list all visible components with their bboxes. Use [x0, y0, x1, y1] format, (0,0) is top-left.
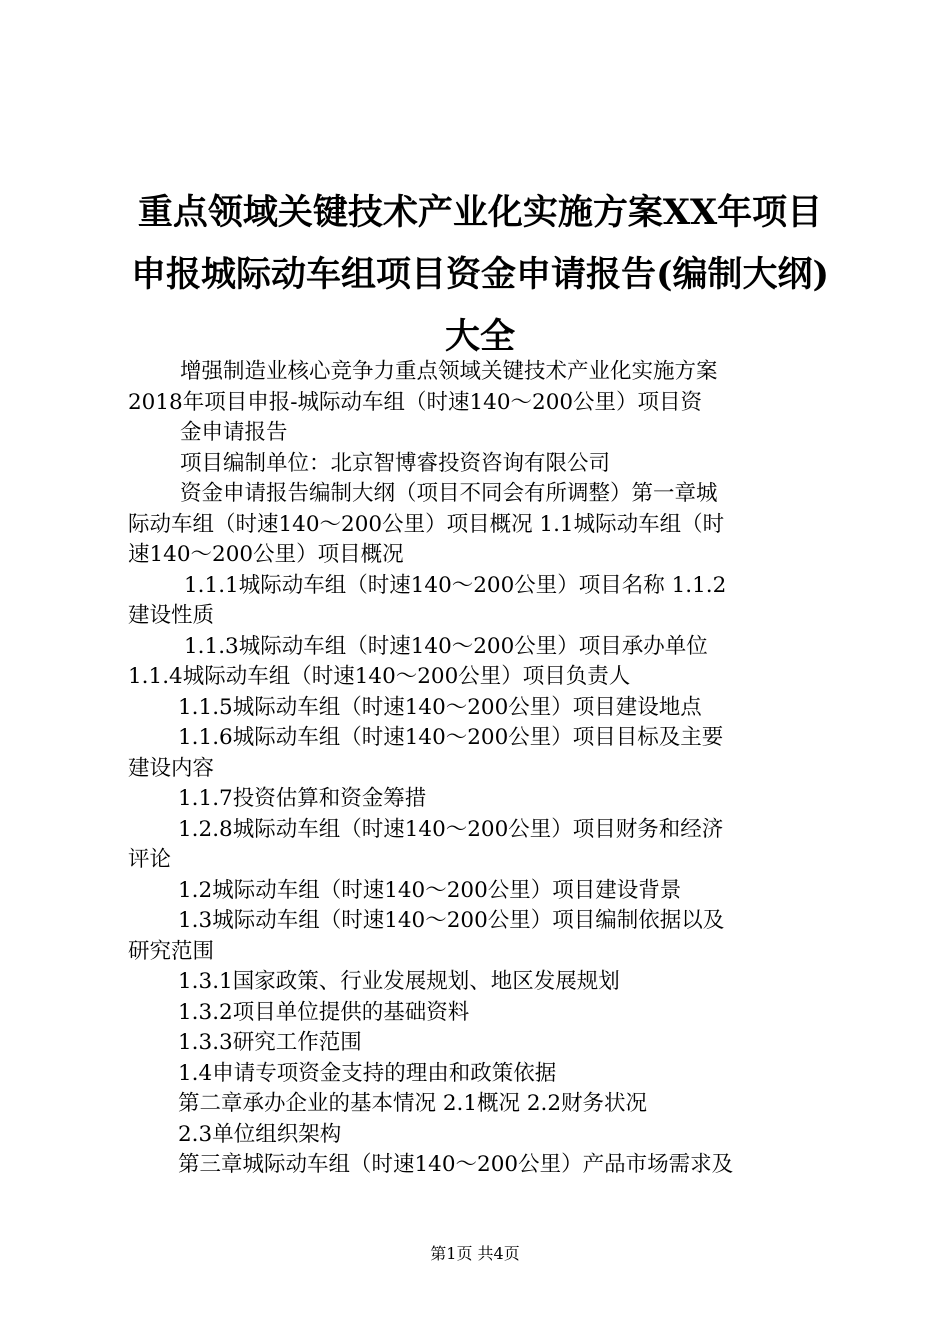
body-line: 1.3.2项目单位提供的基础资料: [178, 999, 470, 1025]
body-line: 1.3.1国家政策、行业发展规划、地区发展规划: [178, 969, 620, 994]
body-line: 评论: [128, 847, 172, 872]
body-line: 1.1.4城际动车组（时速140～200公里）项目负责人: [128, 664, 631, 689]
title-line: 大全: [444, 316, 515, 357]
body-line: 1.3城际动车组（时速140～200公里）项目编制依据以及: [178, 908, 725, 933]
title-line: 重点领域关键技术产业化实施方案XX年项目: [137, 192, 823, 233]
body-line: 第三章城际动车组（时速140～200公里）产品市场需求及: [178, 1152, 734, 1177]
body-line: 项目编制单位：北京智博睿投资咨询有限公司: [180, 450, 611, 476]
body-line: 1.3.3研究工作范围: [178, 1030, 362, 1055]
page-footer: 第1页 共4页: [430, 1244, 520, 1263]
body-line: 1.2.8城际动车组（时速140～200公里）项目财务和经济: [178, 816, 724, 842]
body-line: 际动车组（时速140～200公里）项目概况 1.1城际动车组（时: [128, 511, 725, 537]
body-line: 增强制造业核心竞争力重点领域关键技术产业化实施方案: [180, 359, 718, 384]
body-line: 资金申请报告编制大纲（项目不同会有所调整）第一章城: [180, 481, 718, 506]
document-title: [128, 182, 832, 368]
body-line: 2018年项目申报-城际动车组（时速140～200公里）项目资: [128, 389, 703, 415]
body-line: 金申请报告: [180, 420, 288, 445]
body-line: 2.3单位组织架构: [178, 1121, 342, 1147]
body-line: 1.2城际动车组（时速140～200公里）项目建设背景: [178, 877, 682, 903]
body-line: 1.1.5城际动车组（时速140～200公里）项目建设地点: [178, 694, 702, 720]
body-line: 第二章承办企业的基本情况 2.1概况 2.2财务状况: [178, 1091, 648, 1116]
title-line: 申报城际动车组项目资金申请报告(编制大纲): [130, 254, 830, 295]
body-line: 研究范围: [128, 938, 215, 964]
body-line: 1.1.1城际动车组（时速140～200公里）项目名称 1.1.2: [184, 572, 727, 598]
body-line: 1.1.7投资估算和资金筹措: [178, 786, 427, 811]
body-line: 1.1.3城际动车组（时速140～200公里）项目承办单位: [184, 633, 708, 659]
body-line: 1.4申请专项资金支持的理由和政策依据: [178, 1060, 557, 1086]
document-body: [128, 357, 832, 1181]
body-line: 建设性质: [128, 603, 215, 628]
body-line: 建设内容: [128, 755, 215, 781]
body-line: 速140～200公里）项目概况: [128, 542, 404, 567]
body-line: 1.1.6城际动车组（时速140～200公里）项目目标及主要: [178, 725, 724, 750]
